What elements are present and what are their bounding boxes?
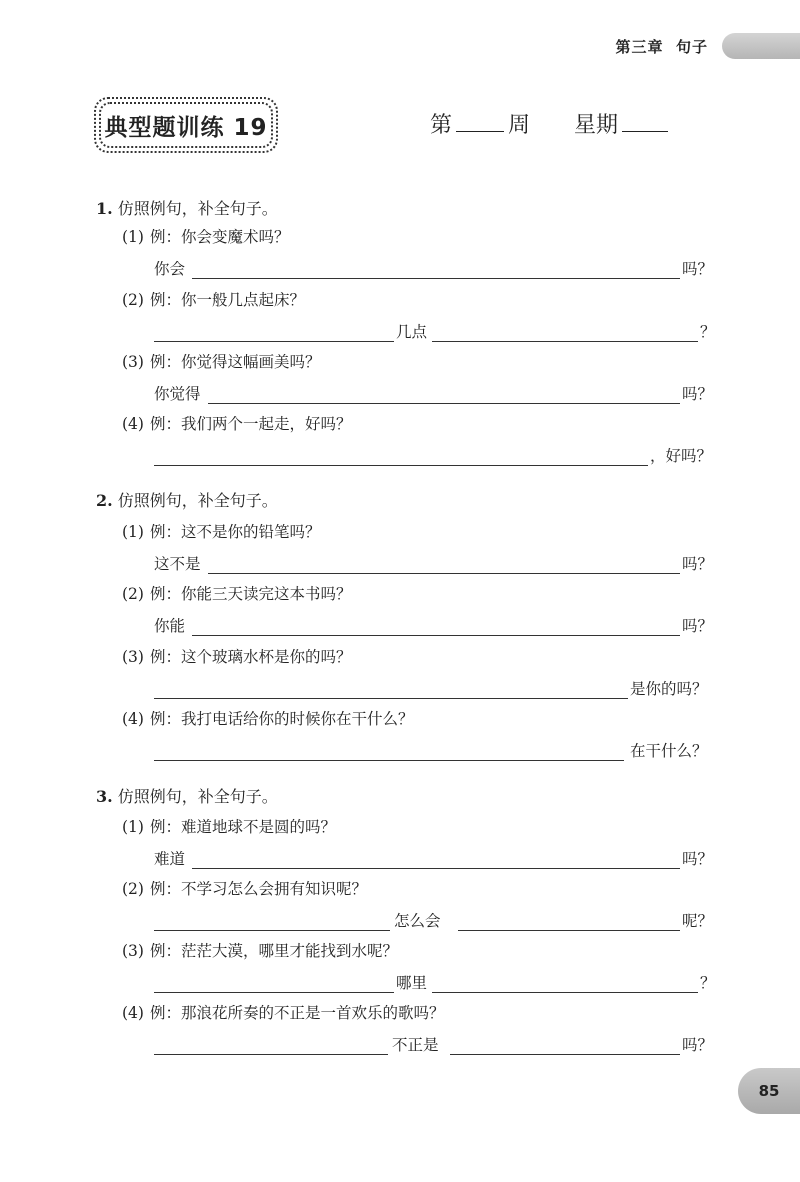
question-3-title [96, 784, 278, 807]
answer-suffix: ，好吗？ [650, 447, 713, 465]
q2-item-1-answer [154, 551, 714, 577]
question-number: 2. [96, 491, 113, 510]
q2-item-1-example [122, 520, 320, 542]
q3-item-3-answer [154, 970, 714, 996]
chapter-label [616, 36, 708, 57]
question-1-title [96, 196, 278, 219]
q3-item-2-example [122, 877, 367, 899]
answer-suffix: 吗？ [682, 850, 714, 868]
item-number: (3) [122, 942, 144, 960]
example-text: 例：你能三天读完这本书吗？ [149, 585, 352, 603]
item-number: (3) [122, 648, 144, 666]
answer-blank[interactable] [432, 341, 698, 342]
question-2-title [96, 488, 278, 511]
answer-blank[interactable] [450, 1054, 680, 1055]
q1-item-1-answer [154, 256, 714, 282]
q2-item-2-answer [154, 613, 714, 639]
answer-middle: 不正是 [392, 1036, 439, 1054]
answer-prefix: 你会 [154, 260, 186, 278]
chapter-name: 第三章 [615, 37, 664, 56]
answer-middle: 怎么会 [394, 912, 441, 930]
question-text: 仿照例句，补全句子。 [117, 491, 278, 510]
answer-suffix: 是你的吗？ [630, 680, 708, 698]
q2-item-3-answer [154, 676, 714, 702]
item-number: (1) [122, 523, 144, 541]
answer-blank[interactable] [192, 278, 680, 279]
page-number: 85 [738, 1068, 800, 1114]
answer-blank[interactable] [154, 1054, 388, 1055]
item-number: (4) [122, 710, 144, 728]
weekday-blank[interactable] [622, 109, 668, 132]
question-number: 3. [96, 787, 113, 806]
q3-item-4-example [122, 1001, 444, 1023]
example-text: 例：这个玻璃水杯是你的吗？ [149, 648, 352, 666]
item-number: (2) [122, 585, 144, 603]
q1-item-3-example [122, 350, 320, 372]
example-text: 例：我们两个一起走，好吗？ [149, 415, 352, 433]
q3-item-1-answer [154, 846, 714, 872]
answer-blank[interactable] [154, 341, 394, 342]
answer-prefix: 你觉得 [154, 385, 201, 403]
q3-item-4-answer [154, 1032, 714, 1058]
question-text: 仿照例句，补全句子。 [117, 787, 278, 806]
example-text: 例：你一般几点起床？ [149, 291, 305, 309]
answer-blank[interactable] [154, 930, 390, 931]
section-name: 句子 [675, 37, 708, 56]
example-text: 例：茫茫大漠，哪里才能找到水呢？ [149, 942, 398, 960]
example-text: 例：你会变魔术吗？ [149, 228, 290, 246]
item-number: (1) [122, 818, 144, 836]
example-text: 例：你觉得这幅画美吗？ [149, 353, 321, 371]
q2-item-2-example [122, 582, 351, 604]
answer-suffix: 吗？ [682, 617, 714, 635]
item-number: (1) [122, 228, 144, 246]
q1-item-1-example [122, 225, 289, 247]
answer-blank[interactable] [192, 635, 680, 636]
q2-item-3-example [122, 645, 351, 667]
q3-item-1-example [122, 815, 336, 837]
example-text: 例：这不是你的铅笔吗？ [149, 523, 321, 541]
example-text: 例：难道地球不是圆的吗？ [149, 818, 336, 836]
answer-suffix: 吗？ [682, 1036, 714, 1054]
q1-item-4-answer [154, 443, 714, 469]
example-text: 例：那浪花所奏的不正是一首欢乐的歌吗？ [149, 1004, 445, 1022]
week-blank[interactable] [456, 109, 504, 132]
answer-blank[interactable] [458, 930, 680, 931]
q1-item-2-example [122, 288, 305, 310]
item-number: (2) [122, 880, 144, 898]
week-di-label: 第 [430, 113, 453, 138]
example-text: 例：不学习怎么会拥有知识呢？ [149, 880, 367, 898]
answer-suffix: 吗？ [682, 555, 714, 573]
answer-suffix: ？ [700, 974, 716, 992]
page-title: 典型题训练 19 [104, 114, 268, 141]
q2-item-4-answer [154, 738, 714, 764]
answer-suffix: 呢？ [682, 912, 714, 930]
answer-middle: 几点 [396, 323, 428, 341]
answer-suffix: 在干什么？ [630, 742, 708, 760]
answer-middle: 哪里 [396, 974, 428, 992]
q1-item-3-answer [154, 381, 714, 407]
question-text: 仿照例句，补全句子。 [117, 199, 278, 218]
answer-blank[interactable] [154, 465, 648, 466]
answer-suffix: ？ [700, 323, 716, 341]
answer-blank[interactable] [154, 992, 394, 993]
page-header [616, 30, 800, 62]
answer-blank[interactable] [192, 868, 680, 869]
example-text: 例：我打电话给你的时候你在干什么？ [149, 710, 414, 728]
answer-blank[interactable] [208, 403, 680, 404]
title-box [94, 97, 278, 153]
answer-suffix: 吗？ [682, 260, 714, 278]
question-number: 1. [96, 199, 113, 218]
week-day-line [430, 108, 668, 139]
q1-item-4-example [122, 412, 351, 434]
answer-blank[interactable] [154, 760, 624, 761]
weekday-label: 星期 [574, 113, 619, 138]
header-tab [722, 33, 800, 59]
answer-prefix: 难道 [154, 850, 186, 868]
answer-blank[interactable] [432, 992, 698, 993]
item-number: (4) [122, 415, 144, 433]
item-number: (3) [122, 353, 144, 371]
q2-item-4-example [122, 707, 413, 729]
q1-item-2-answer [154, 319, 714, 345]
answer-suffix: 吗？ [682, 385, 714, 403]
week-zhou-label: 周 [508, 113, 531, 138]
answer-prefix: 你能 [154, 617, 186, 635]
item-number: (4) [122, 1004, 144, 1022]
answer-prefix: 这不是 [154, 555, 201, 573]
answer-blank[interactable] [208, 573, 680, 574]
q3-item-3-example [122, 939, 398, 961]
item-number: (2) [122, 291, 144, 309]
answer-blank[interactable] [154, 698, 628, 699]
q3-item-2-answer [154, 908, 714, 934]
